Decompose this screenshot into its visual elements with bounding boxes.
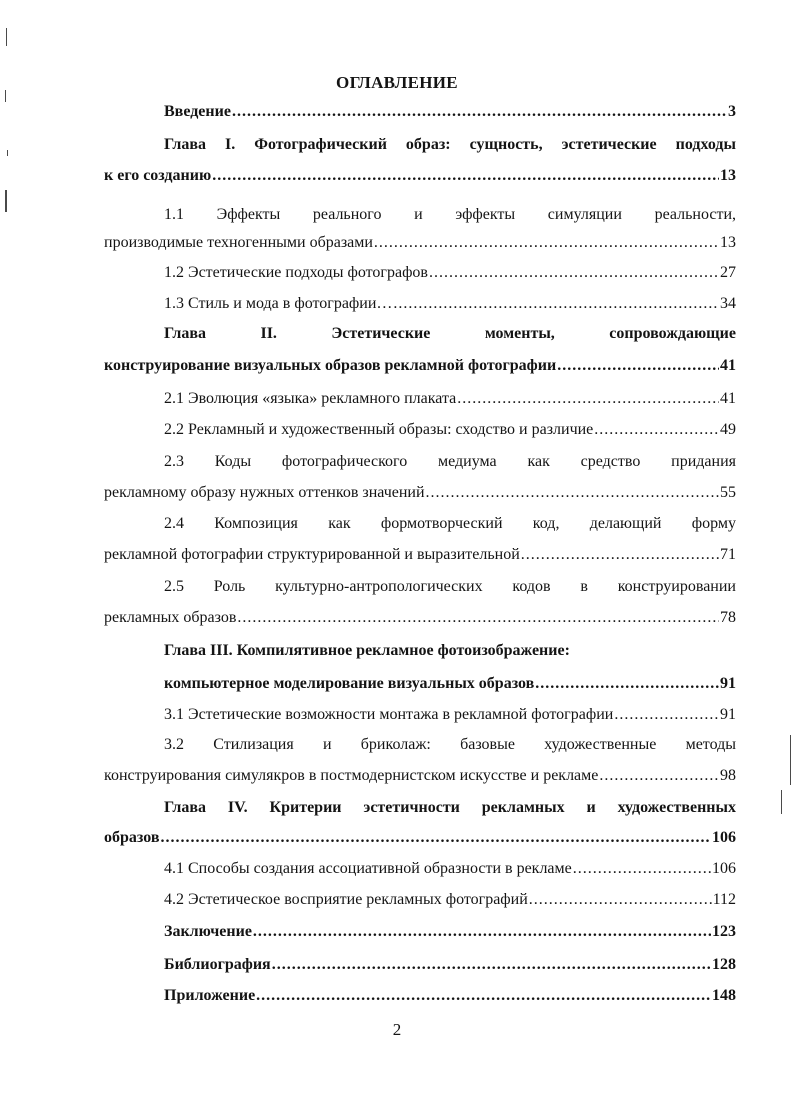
toc-page-number: 91 [720,706,736,723]
leader-dots [393,293,719,315]
toc-section-3-2-heading: 3.2 Стилизация и бриколаж: базовые художественные методы [164,736,736,753]
scan-artifact [5,90,6,102]
toc-entry-intro [164,101,736,123]
toc-entry-section-3-2 [104,765,736,787]
toc-page-number: 34 [720,295,736,312]
toc-entry-chapter-2 [104,355,736,377]
leader-dots [614,704,719,726]
toc-entry-text: к его созданию [104,167,212,184]
toc-entry-text: конструирование визуальных образов рекламной фотографии [104,357,557,374]
toc-entry-text: Библиография [164,956,271,973]
leader-dots [237,607,719,629]
toc-page-number: 106 [712,860,736,877]
toc-page-number: 13 [720,167,736,184]
scan-artifact [5,190,7,212]
scan-artifact [781,790,782,814]
toc-chapter-4-heading: Глава IV. Критерии эстетичности рекламных и художественных [164,799,736,816]
toc-entry-section-3-1 [164,704,736,726]
toc-page-number: 41 [720,390,736,407]
toc-entry-section-1-1 [104,232,736,254]
toc-entry-section-1-3 [164,293,736,315]
page-title: ОГЛАВЛЕНИЕ [336,73,458,92]
toc-entry-section-4-1 [164,858,736,880]
toc-entry-chapter-1 [104,165,736,187]
leader-dots [535,673,719,695]
toc-chapter-1-heading: Глава I. Фотографический образ: сущность, эстетические подходы [164,136,736,153]
toc-chapter-2-heading: Глава II. Эстетические моменты, сопровождающие [164,325,736,342]
toc-entry-text: образов [104,829,160,846]
toc-page-number: 13 [720,234,736,251]
toc-entry-text: производимые техногенными образами [104,234,373,251]
toc-page-number: 98 [720,767,736,784]
page-number: 2 [392,1020,402,1039]
toc-section-2-3-heading: 2.3 Коды фотографического медиума как средство придания [164,453,736,470]
toc-entry-text: компьютерное моделирование визуальных образов [164,675,535,692]
toc-page-number: 55 [720,484,736,501]
toc-entry-section-2-1 [164,388,736,410]
leader-dots [521,544,719,566]
toc-entry-text: конструирования симулякров в постмодернистском искусстве и рекламе [104,767,599,784]
toc-entry-section-2-5 [104,607,736,629]
toc-entry-bibliography [164,954,736,976]
leader-dots [529,889,712,911]
leader-dots [272,954,711,976]
toc-chapter-3-heading: Глава III. Компилятивное рекламное фотоизображение: [164,642,570,659]
leader-dots [160,827,711,849]
toc-entry-text: 2.1 Эволюция «языка» рекламного плаката [164,390,457,407]
toc-page-number: 106 [712,829,736,846]
toc-entry-text: 3.1 Эстетические возможности монтажа в рекламной фотографии [164,706,614,723]
toc-entry-text: Заключение [164,923,252,940]
toc-page-number: 112 [712,891,736,908]
toc-entry-section-2-4 [104,544,736,566]
leader-dots [557,355,719,377]
toc-entry-section-4-2 [164,889,736,911]
leader-dots [594,419,719,441]
scan-artifact [7,150,8,156]
toc-entry-text: 4.1 Способы создания ассоциативной образности в рекламе [164,860,572,877]
toc-entry-conclusion [164,921,736,943]
toc-entry-text: рекламных образов [104,609,237,626]
leader-dots [253,921,711,943]
toc-section-2-5-heading: 2.5 Роль культурно-антропологических кодов в конструировании [164,578,736,595]
toc-entry-appendix [164,985,736,1007]
toc-entry-chapter-4 [104,827,736,849]
toc-entry-text: Введение [164,103,231,120]
scan-artifact [790,735,791,785]
toc-entry-section-2-2 [164,419,736,441]
toc-page-number: 49 [720,421,736,438]
toc-section-2-4-heading: 2.4 Композиция как формотворческий код, делающий форму [164,515,736,532]
toc-page-number: 123 [712,923,736,940]
toc-page-number: 27 [720,264,736,281]
toc-entry-section-1-2 [164,262,736,284]
leader-dots [212,165,719,187]
toc-entry-text: 4.2 Эстетическое восприятие рекламных фотографий [164,891,528,908]
leader-dots [374,232,719,254]
toc-page-number: 71 [720,546,736,563]
toc-page-number: 78 [720,609,736,626]
toc-entry-text: 2.2 Рекламный и художественный образы: сходство и различие [164,421,594,438]
leader-dots [426,482,719,504]
toc-entry-chapter-3 [164,673,736,695]
toc-entry-text: рекламной фотографии структурированной и выразительной [104,546,520,563]
scan-artifact [6,28,7,46]
toc-page-number: 128 [712,956,736,973]
toc-page-number: 148 [712,987,736,1004]
leader-dots [429,262,719,284]
toc-entry-text: Приложение [164,987,256,1004]
toc-entry-section-2-3 [104,482,736,504]
leader-dots [232,101,727,123]
toc-entry-text: рекламному образу нужных оттенков значений [104,484,425,501]
toc-section-1-1-heading: 1.1 Эффекты реального и эффекты симуляции реальности, [164,206,736,223]
leader-dots [256,985,711,1007]
leader-dots [573,858,711,880]
leader-dots [457,388,719,410]
toc-page-number: 3 [728,103,736,120]
toc-entry-text: 1.3 Стиль и мода в фотографии… [164,295,393,312]
leader-dots [599,765,719,787]
toc-page-number: 91 [720,675,736,692]
toc-entry-text: 1.2 Эстетические подходы фотографов [164,264,428,281]
toc-page-number: 41 [720,357,736,374]
